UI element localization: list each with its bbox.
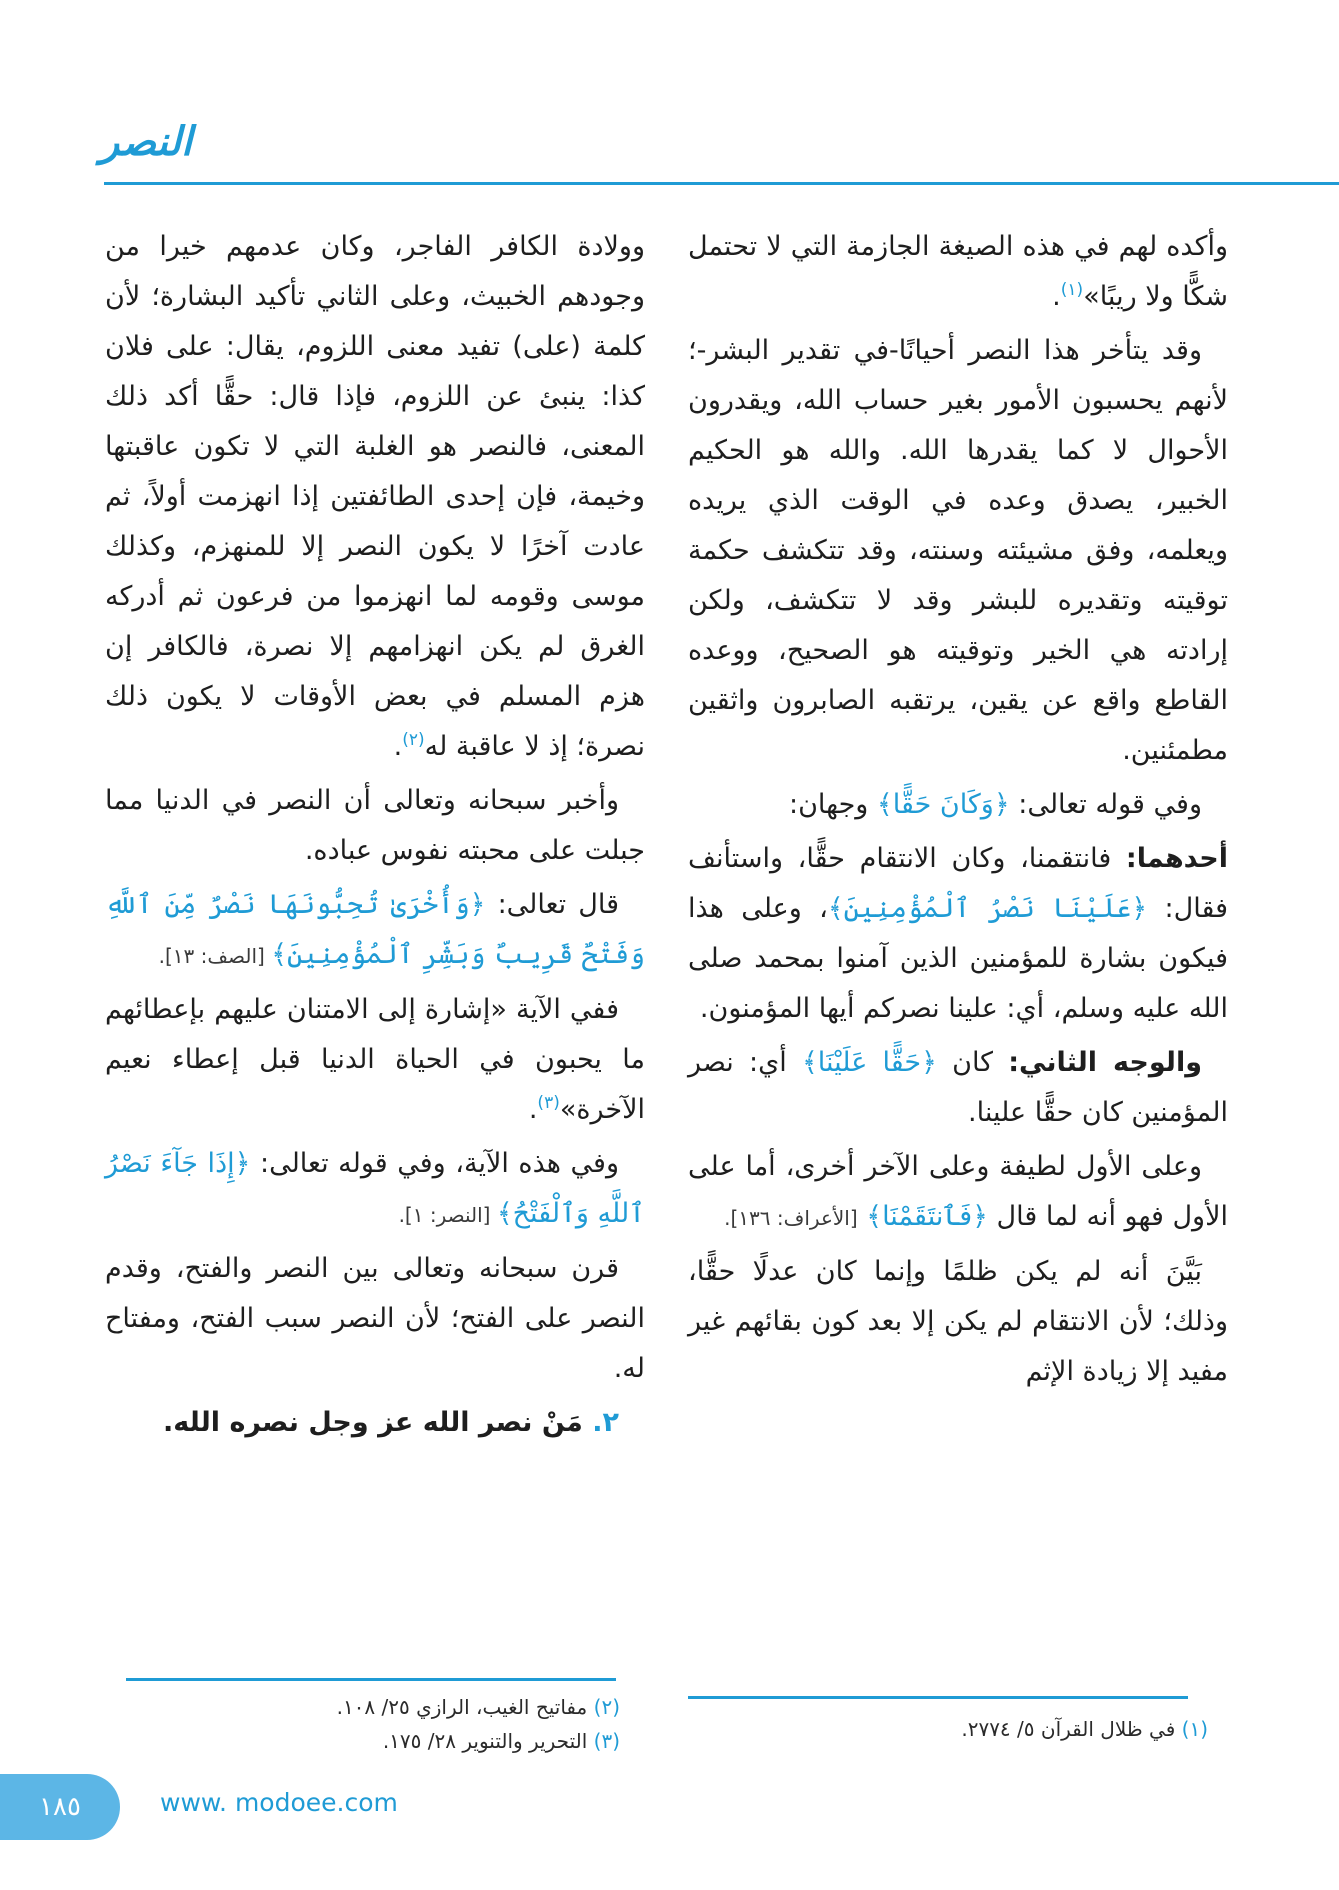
- footnote-number: (٣): [593, 1729, 620, 1753]
- footnote: [100, 1690, 620, 1724]
- page-number-badge: ١٨٥: [0, 1774, 120, 1840]
- footnote-text: مفاتيح الغيب، الرازي ٢٥/ ١٠٨.: [336, 1695, 588, 1719]
- footnote: [100, 1724, 620, 1758]
- verse-citation: [الأعراف: ١٣٦].: [724, 1206, 858, 1230]
- quran-verse: ﴿وَكَانَ حَقًّا﴾: [876, 789, 1010, 820]
- paragraph-text: .: [1052, 281, 1061, 312]
- paragraph: وقد يتأخر هذا النصر أحيانًا-في تقدير البشر-؛ لأنهم يحسبون الأمور بغير حساب الله، ويقدرون الأحوال لا كما يقدرها الله. والله هو الحكيم الخبير، يصدق وعده في الوقت الذي يريده ويعلمه، وفق مشيئته وسنته، وقد تتكشف حكمة توقيته وتقديره للبشر وقد لا تتكشف، ولكن إرادته هي الخير وتوقيته هو الصحيح، ووعده القاطع واقع عن يقين، يرتقبه الصابرون واثقين مطمئنين.: [688, 335, 1228, 766]
- page-title: النصر: [100, 118, 193, 165]
- paragraph: [105, 1139, 645, 1240]
- verse-citation: [النصر: ١].: [398, 1203, 497, 1227]
- footnote-divider: [126, 1678, 616, 1681]
- paragraph: [105, 985, 645, 1135]
- section-heading: [105, 1398, 645, 1448]
- paragraph-text: فانتقمنا، وكان الانتقام حقًّا، واستأنف فقال:: [688, 843, 1229, 924]
- quran-verse: ﴿فَٱنتَقَمْنَا﴾: [866, 1201, 988, 1232]
- footnotes-right: [688, 1712, 1208, 1746]
- footnote-number: (١): [1181, 1717, 1208, 1741]
- paragraph: بَيَّنَ أنه لم يكن ظلمًا وإنما كان عدلًا حقًّا، وذلك؛ لأن الانتقام لم يكن إلا بعد كون بقائهم غير مفيد إلا زيادة الإثم: [688, 1256, 1228, 1387]
- paragraph: [688, 1142, 1228, 1243]
- paragraph: وأخبر سبحانه وتعالى أن النصر في الدنيا مما جبلت على محبته نفوس عباده.: [105, 785, 645, 866]
- paragraph-text: وجهان:: [788, 789, 877, 820]
- paragraph-text: وعلى الأول لطيفة وعلى الآخر أخرى، أما على الأول فهو أنه لما قال: [688, 1151, 1228, 1232]
- paragraph: [688, 780, 1228, 830]
- paragraph: [105, 222, 645, 772]
- paragraph-label: أحدهما:: [1125, 843, 1228, 874]
- footnote-number: (٢): [593, 1695, 620, 1719]
- section-heading-text: مَنْ نصر الله عز وجل نصره الله.: [163, 1407, 593, 1438]
- footnote: [688, 1712, 1208, 1746]
- paragraph: [688, 222, 1228, 322]
- footnote-ref[interactable]: (٣): [537, 1093, 560, 1113]
- left-column: [105, 222, 645, 1452]
- website-link[interactable]: www. modoee.com: [160, 1788, 398, 1817]
- quran-verse: ﴿عَلَيْنَا نَصْرُ ٱلْمُؤْمِنِينَ﴾: [827, 893, 1148, 924]
- section-number: ٢.: [592, 1407, 619, 1438]
- paragraph-text: وولادة الكافر الفاجر، وكان عدمهم خيرا من وجودهم الخبيث، وعلى الثاني تأكيد البشارة؛ لأن كلمة (على) تفيد معنى اللزوم، يقال: على فلان كذا: ينبئ عن اللزوم، فإذا قال: حقًّا أكد ذلك المعنى، فالنصر هو الغلبة التي لا تكون عاقبتها وخيمة، فإن إحدى الطائفتين إذا انهزمت أولاً، ثم عادت آخرًا لا يكون النصر إلا للمنهزم، وكذلك موسى وقومه لما انهزموا من فرعون ثم أدركه الغرق لم يكن انهزامهم إلا نصرة، فالكافر إن هزم المسلم في بعض الأوقات لا يكون ذلك نصرة؛ إذ لا عاقبة له: [105, 231, 645, 762]
- paragraph-text: وأكده لهم في هذه الصيغة الجازمة التي لا تحتمل شكًّا ولا ريبًا»: [688, 231, 1228, 312]
- paragraph-text: وفي قوله تعالى:: [1009, 789, 1202, 820]
- paragraph: [688, 834, 1228, 1034]
- footnote-text: التحرير والتنوير ٢٨/ ١٧٥.: [382, 1729, 588, 1753]
- footnote-divider: [688, 1696, 1188, 1699]
- quran-verse: ﴿وَأُخْرَىٰ تُحِبُّونَهَا نَصْرٌ مِّنَ ٱللَّهِ وَفَتْحٌ قَرِيبٌ وَبَشِّرِ ٱلْمُؤْمِنِينَ﴾: [105, 889, 645, 970]
- paragraph: [688, 1038, 1228, 1138]
- right-column: [688, 222, 1228, 1401]
- paragraph-text: وفي هذه الآية، وفي قوله تعالى:: [250, 1148, 619, 1179]
- footnote-ref[interactable]: (١): [1060, 280, 1084, 300]
- paragraph-text: أي: نصر المؤمنين كان حقًّا علينا.: [688, 1047, 1228, 1128]
- paragraph-text: ففي الآية «إشارة إلى الامتنان عليهم بإعطائهم ما يحبون في الحياة الدنيا قبل إعطاء نعيم الآخرة»: [105, 994, 645, 1125]
- paragraph: قرن سبحانه وتعالى بين النصر والفتح، وقدم النصر على الفتح؛ لأن النصر سبب الفتح، ومفتاح له.: [105, 1253, 645, 1384]
- paragraph-text: قال تعالى:: [485, 889, 619, 920]
- quran-verse: ﴿حَقًّا عَلَيْنَا﴾: [801, 1047, 937, 1078]
- paragraph-text: .: [528, 1094, 538, 1125]
- footnote-ref[interactable]: (٢): [402, 730, 425, 750]
- paragraph-label: والوجه الثاني:: [1008, 1047, 1202, 1078]
- paragraph-text: كان: [936, 1047, 1009, 1078]
- verse-citation: [الصف: ١٣].: [158, 944, 272, 968]
- footnote-text: في ظلال القرآن ٥/ ٢٧٧٤.: [961, 1717, 1176, 1741]
- paragraph-text: ، وعلى هذا فيكون بشارة للمؤمنين الذين آمنوا بمحمد صلى الله عليه وسلم، أي: علينا نصركم أيها المؤمنون.: [688, 893, 1228, 1024]
- paragraph: [105, 880, 645, 981]
- header-divider: [104, 182, 1339, 185]
- paragraph-text: .: [393, 731, 403, 762]
- quran-verse: ﴿إِذَا جَآءَ نَصْرُ ٱللَّهِ وَٱلْفَتْحُ﴾: [105, 1148, 645, 1229]
- footnotes-left: [100, 1690, 620, 1758]
